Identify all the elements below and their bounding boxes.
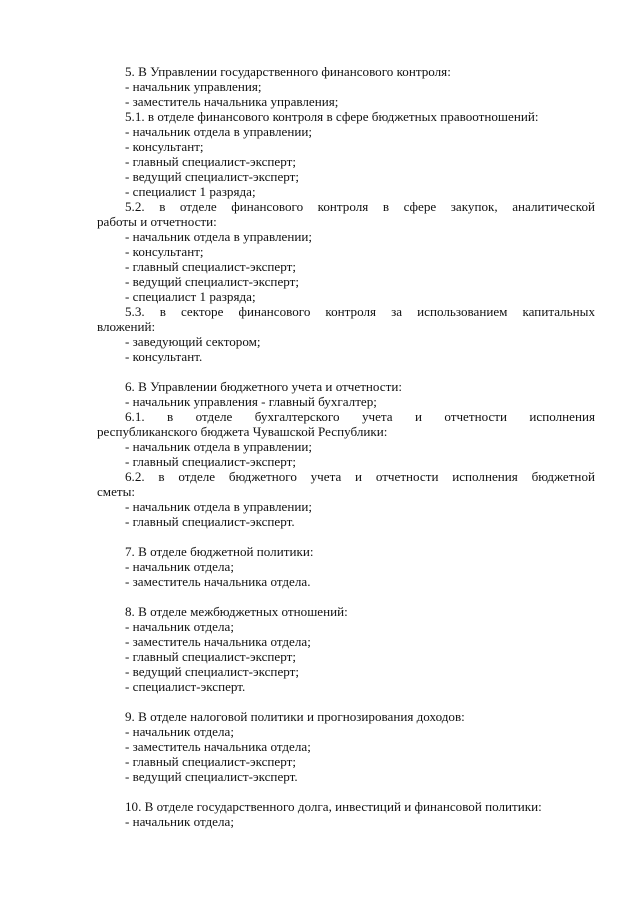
section-9 [125,709,595,784]
subsection-6-2-items [125,499,595,529]
subsection-heading: 5.2. в отделе финансового контроля в сфере закупок, аналитической [125,199,595,214]
subsection-5-2-items [125,229,595,304]
list-item: - главный специалист-эксперт; [125,754,296,769]
list-item: - специалист 1 разряда; [125,184,256,199]
list-item: - консультант; [125,244,204,259]
list-item: - заведующий сектором; [125,334,261,349]
list-item: - главный специалист-эксперт. [125,514,295,529]
subsection-heading-cont: сметы: [97,484,136,499]
list-item: - специалист 1 разряда; [125,289,256,304]
subsection-5-3-items [125,334,595,364]
subsection-heading: 6.2. в отделе бюджетного учета и отчетности исполнения бюджетной [125,469,595,484]
section-heading: 6. В Управлении бюджетного учета и отчетности: [125,379,402,394]
list-item: - начальник отдела в управлении; [125,124,312,139]
section-5 [97,64,595,364]
list-item: - начальник отдела; [125,619,234,634]
subsection-6-1-items [125,439,595,469]
list-item: - начальник отдела; [125,724,234,739]
section-heading: 8. В отделе межбюджетных отношений: [125,604,348,619]
list-item: - начальник отдела; [125,559,234,574]
section-8 [125,604,595,694]
subsection-heading: 6.1. в отделе бухгалтерского учета и отчетности исполнения [125,409,595,424]
section-heading: 10. В отделе государственного долга, инвестиций и финансовой политики: [125,799,542,814]
subsection-5-3 [97,304,595,334]
spacer [125,694,595,709]
spacer [125,784,595,799]
subsection-5-2 [97,199,595,229]
list-item: - главный специалист-эксперт; [125,649,296,664]
subsection-heading: 5.3. в секторе финансового контроля за использованием капитальных [125,304,595,319]
subsection-heading-cont: работы и отчетности: [97,214,217,229]
subsection-6-1 [97,409,595,439]
subsection-5-1 [125,109,595,199]
list-item: - начальник управления; [125,79,262,94]
list-item: - заместитель начальника отдела. [125,574,311,589]
list-item: - консультант; [125,139,204,154]
subsection-heading: 5.1. в отделе финансового контроля в сфере бюджетных правоотношений: [125,109,539,124]
subsection-6-2 [97,469,595,499]
spacer [125,364,595,379]
list-item: - заместитель начальника отдела; [125,634,311,649]
list-item: - начальник отдела в управлении; [125,229,312,244]
list-item: - главный специалист-эксперт; [125,154,296,169]
list-item: - начальник отдела в управлении; [125,499,312,514]
list-item: - ведущий специалист-эксперт; [125,274,299,289]
list-item: - главный специалист-эксперт; [125,454,296,469]
section-heading: 7. В отделе бюджетной политики: [125,544,314,559]
subsection-heading-cont: вложений: [97,319,156,334]
list-item: - ведущий специалист-эксперт; [125,169,299,184]
section-6 [97,379,595,529]
spacer [125,589,595,604]
list-item: - начальник управления - главный бухгалтер; [125,394,377,409]
list-item: - специалист-эксперт. [125,679,246,694]
section-10 [125,799,595,829]
list-item: - начальник отдела; [125,814,234,829]
spacer [125,529,595,544]
list-item: - консультант. [125,349,203,364]
list-item: - начальник отдела в управлении; [125,439,312,454]
document-body [97,64,595,829]
subsection-heading-cont: республиканского бюджета Чувашской Республики: [97,424,388,439]
section-7 [125,544,595,589]
list-item: - ведущий специалист-эксперт; [125,664,299,679]
section-heading: 5. В Управлении государственного финансового контроля: [125,64,451,79]
list-item: - заместитель начальника отдела; [125,739,311,754]
list-item: - главный специалист-эксперт; [125,259,296,274]
list-item: - заместитель начальника управления; [125,94,339,109]
section-heading: 9. В отделе налоговой политики и прогнозирования доходов: [125,709,465,724]
list-item: - ведущий специалист-эксперт. [125,769,298,784]
